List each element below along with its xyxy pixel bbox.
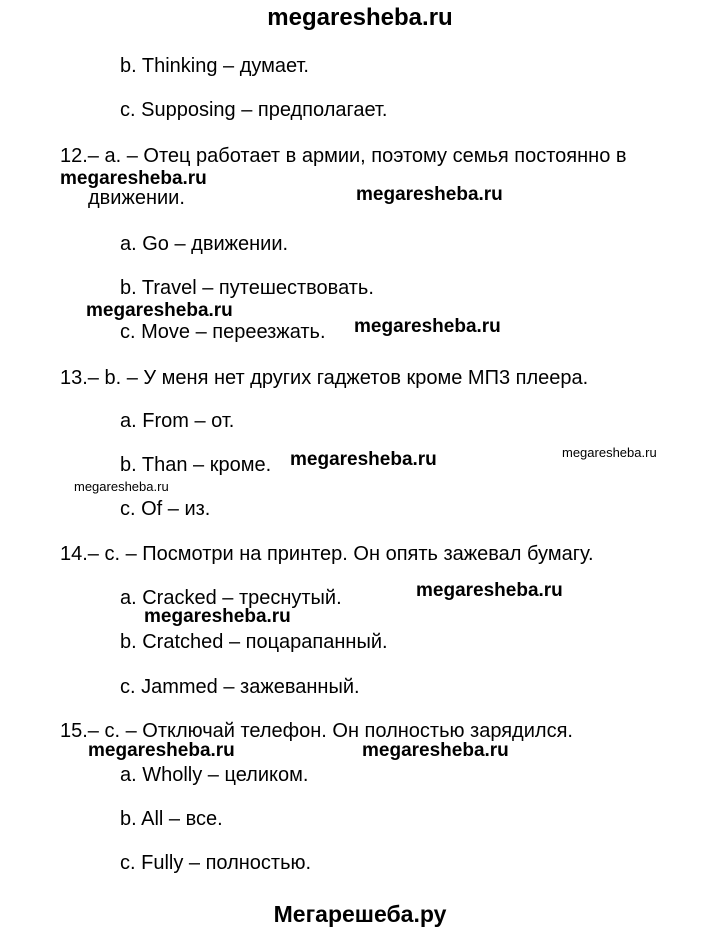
watermark: megaresheba.ru: [362, 740, 509, 761]
watermark: megaresheba.ru: [144, 606, 291, 627]
question-12-continuation: движении.: [88, 187, 185, 209]
watermark: megaresheba.ru: [88, 740, 235, 761]
watermark: megaresheba.ru: [354, 316, 501, 337]
answer-option-12a: a. Go – движении.: [120, 233, 289, 255]
answer-option-14c: c. Jammed – зажеванный.: [120, 676, 360, 698]
question-14: 14.– c. – Посмотри на принтер. Он опять зажевал бумагу.: [60, 543, 594, 565]
watermark-small: megaresheba.ru: [74, 479, 169, 494]
question-15: 15.– c. – Отключай телефон. Он полностью зарядился.: [60, 720, 573, 742]
answer-option-15a: a. Wholly – целиком.: [120, 764, 309, 786]
answer-option-14b: b. Cratched – поцарапанный.: [120, 631, 388, 653]
answer-option-12b: b. Travel – путешествовать.: [120, 277, 374, 299]
answer-option-13c: c. Of – из.: [120, 498, 211, 520]
watermark-small: megaresheba.ru: [562, 445, 657, 460]
question-13: 13.– b. – У меня нет других гаджетов кроме МП3 плеера.: [60, 367, 589, 389]
watermark: megaresheba.ru: [416, 580, 563, 601]
answer-option-14a: a. Cracked – треснутый.: [120, 587, 342, 609]
watermark: megaresheba.ru: [86, 300, 233, 321]
watermark: megaresheba.ru: [290, 449, 437, 470]
question-12: 12.– a. – Отец работает в армии, поэтому семья постоянно в: [60, 145, 627, 167]
answer-option-13b: b. Than – кроме.: [120, 454, 272, 476]
answer-option-11c: c. Supposing – предполагает.: [120, 99, 388, 121]
answer-option-11b: b. Thinking – думает.: [120, 55, 309, 77]
watermark: megaresheba.ru: [60, 168, 207, 189]
answer-option-12c: c. Move – переезжать.: [120, 321, 326, 343]
answer-option-15c: c. Fully – полностью.: [120, 852, 312, 874]
page-footer-watermark: Мегарешеба.ру: [273, 901, 447, 927]
answer-option-13a: a. From – от.: [120, 410, 235, 432]
page-header-watermark: megaresheba.ru: [267, 4, 453, 31]
watermark: megaresheba.ru: [356, 184, 503, 205]
answer-option-15b: b. All – все.: [120, 808, 223, 830]
